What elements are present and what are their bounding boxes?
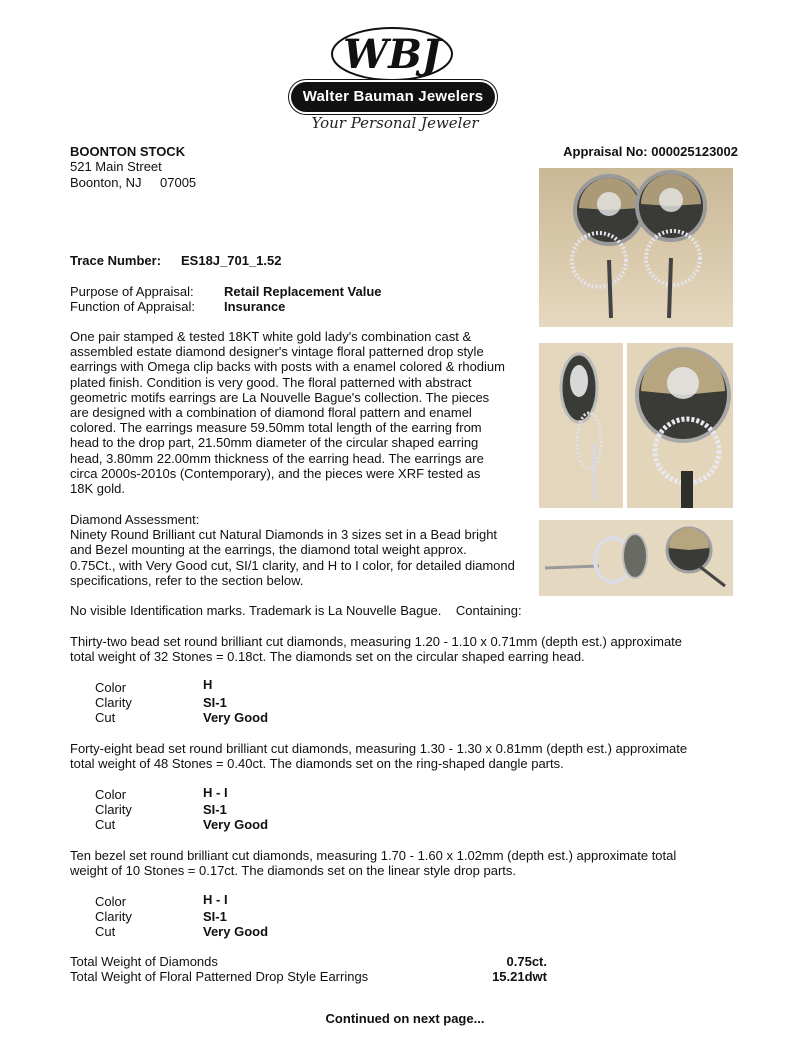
group-line: Thirty-two bead set round brilliant cut diamonds, measuring 1.20 - 1.10 x 0.71mm (depth est.) approximate: [70, 634, 683, 649]
store-name: BOONTON STOCK: [70, 144, 186, 159]
description-line: circa 2000s-2010s (Contemporary), and the pieces were XRF tested as: [70, 465, 481, 481]
clarity-label: Clarity: [95, 909, 132, 924]
purpose-value: Retail Replacement Value: [224, 284, 382, 299]
clarity-value: SI-1: [203, 909, 227, 924]
store-street: 521 Main Street: [70, 159, 162, 174]
store-city: Boonton, NJ: [70, 175, 142, 190]
identification-marks: No visible Identification marks. Trademark is La Nouvelle Bague. Containing:: [70, 603, 522, 618]
clarity-value: SI-1: [203, 695, 227, 710]
clarity-value: SI-1: [203, 802, 227, 817]
cut-label: Cut: [95, 924, 116, 939]
diamond-assessment-heading: Diamond Assessment:: [70, 512, 200, 527]
diamond-group-2: [70, 741, 730, 771]
svg-text:WBJ: WBJ: [343, 31, 441, 78]
logo-tagline: Your Personal Jeweler: [311, 114, 479, 132]
total-earrings-value: 15.21dwt: [492, 969, 547, 984]
clarity-label: Clarity: [95, 695, 132, 710]
purpose-label: Purpose of Appraisal:: [70, 284, 194, 299]
earring-side-photo: [539, 343, 623, 508]
diamond-group-3: [70, 848, 730, 878]
description-line: assembled estate diamond designer's vintage floral patterned drop style: [70, 344, 484, 360]
earring-closeup-photo: [627, 343, 733, 508]
company-logo: [285, 22, 505, 137]
group-line: Forty-eight bead set round brilliant cut diamonds, measuring 1.30 - 1.30 x 0.81mm (depth est.) approximate: [70, 741, 688, 756]
color-value: H - I: [203, 785, 228, 800]
function-value: Insurance: [224, 299, 286, 314]
color-value: H: [203, 677, 213, 692]
function-label: Function of Appraisal:: [70, 299, 196, 314]
description-line: colored. The earrings measure 59.50mm total length of the earring from: [70, 420, 482, 436]
monogram-logo: [327, 22, 457, 86]
description-line: plated finish. Condition is very good. The floral patterned with abstract: [70, 374, 472, 390]
earrings-profile-photo: [539, 520, 733, 596]
group-line: Ten bezel set round brilliant cut diamonds, measuring 1.70 - 1.60 x 1.02mm (depth est.) approximate total: [70, 848, 677, 863]
description-line: geometric motifs earrings are La Nouvelle Bague's collection. The pieces: [70, 389, 490, 405]
diamond-group-1: [70, 634, 730, 664]
assessment-line: 0.75Ct., with Very Good cut, SI/1 clarity, and H to I color, for detailed diamond: [70, 557, 515, 573]
cut-value: Very Good: [203, 924, 269, 939]
assessment-line: specifications, refer to the section below.: [70, 572, 304, 588]
total-diamonds-value: 0.75ct.: [506, 954, 547, 969]
group-line: weight of 10 Stones = 0.17ct. The diamonds set on the linear style drop parts.: [70, 863, 516, 879]
clarity-label: Clarity: [95, 802, 132, 817]
cut-label: Cut: [95, 817, 116, 832]
description-line: earrings with Omega clip backs with posts with a enamel colored & rhodium: [70, 359, 505, 375]
description-line: head to the drop part, 21.50mm diameter of the circular shaped earring: [70, 435, 479, 451]
diamond-assessment: [70, 512, 530, 588]
assessment-line: Ninety Round Brilliant cut Natural Diamonds in 3 sizes set in a Bead bright: [70, 527, 498, 543]
color-label: Color: [95, 894, 127, 909]
item-description: [70, 329, 530, 496]
description-line: head, 3.80mm 22.00mm thickness of the earring head. The earrings are: [70, 450, 484, 466]
cut-value: Very Good: [203, 817, 269, 832]
assessment-line: and Bezel mounting at the earrings, the diamond total weight approx.: [70, 542, 467, 558]
color-label: Color: [95, 787, 127, 802]
trace-label: Trace Number:: [70, 253, 162, 268]
group-line: total weight of 48 Stones = 0.40ct. The diamonds set on the ring-shaped dangle parts.: [70, 756, 564, 772]
total-diamonds-label: Total Weight of Diamonds: [70, 954, 218, 969]
total-earrings-label: Total Weight of Floral Patterned Drop Style Earrings: [70, 969, 369, 984]
appraisal-number: Appraisal No: 000025123002: [563, 144, 738, 159]
color-label: Color: [95, 680, 127, 695]
description-line: are designed with a combination of diamond floral pattern and enamel: [70, 405, 472, 421]
trace-value: ES18J_701_1.52: [181, 253, 282, 268]
continued-note: Continued on next page...: [325, 1011, 485, 1026]
cut-value: Very Good: [203, 710, 269, 725]
description-line: One pair stamped & tested 18KT white gold lady's combination cast &: [70, 329, 472, 344]
color-value: H - I: [203, 892, 228, 907]
cut-label: Cut: [95, 710, 116, 725]
earrings-front-photo: [539, 168, 733, 327]
description-line: 18K gold.: [70, 481, 125, 497]
store-zip: 07005: [160, 175, 197, 190]
group-line: total weight of 32 Stones = 0.18ct. The diamonds set on the circular shaped earring head.: [70, 649, 585, 665]
logo-name: Walter Bauman Jewelers: [291, 82, 495, 112]
